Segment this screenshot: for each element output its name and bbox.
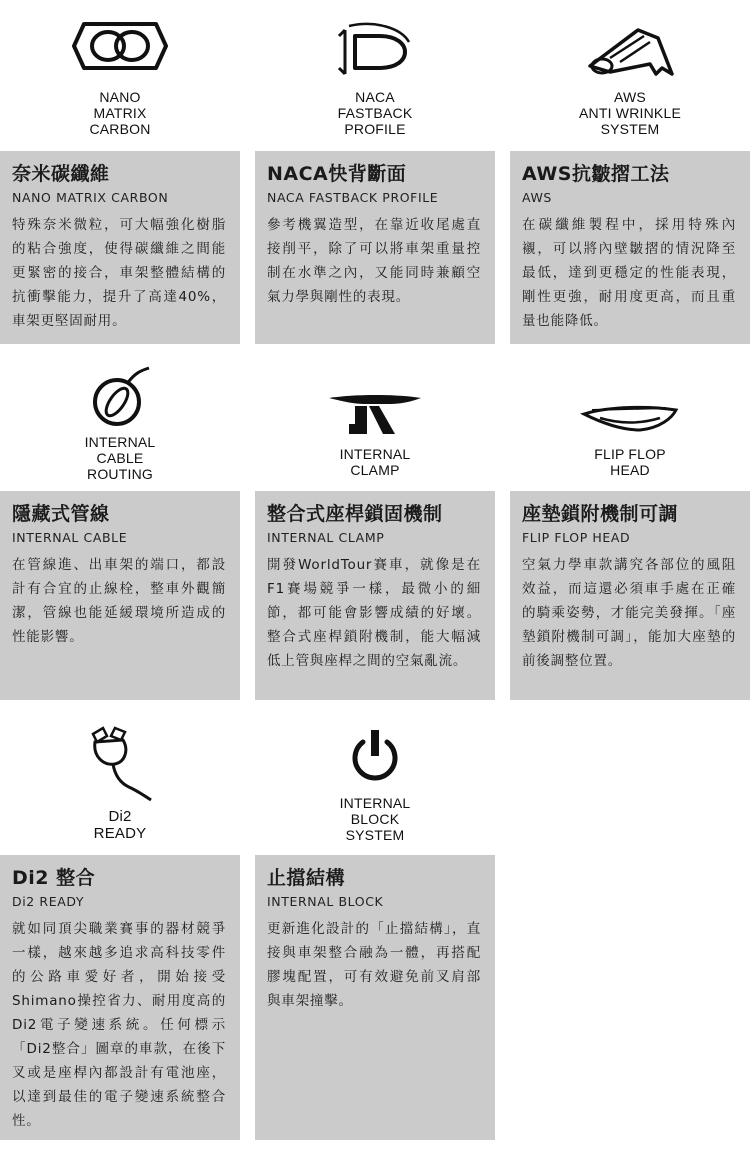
feature-caption: INTERNAL CLAMP — [339, 446, 411, 478]
feature-caption: NACA FASTBACK PROFILE — [337, 89, 413, 137]
feature-title: 止擋結構 — [267, 867, 346, 889]
feature-description-box — [510, 491, 750, 700]
feature-subtitle: INTERNAL BLOCK — [267, 894, 384, 909]
feature-body: 空氣力學車款講究各部位的風阻效益，而這還必須車手處在正確的騎乘姿勢，才能完美發揮。「座墊鎖附機制可調」，能加大座墊的前後調整位置。 — [522, 557, 736, 669]
tube-wrinkle-icon — [510, 22, 750, 80]
feature-caption: NANO MATRIX CARBON — [89, 89, 151, 137]
feature-title: Di2 整合 — [12, 867, 96, 889]
feature-subtitle: NACA FASTBACK PROFILE — [267, 190, 439, 205]
feature-caption: FLIP FLOP HEAD — [594, 446, 666, 478]
hexagon-chain-icon — [0, 18, 240, 74]
cable-routing-icon — [0, 366, 240, 430]
feature-description-box — [0, 855, 240, 1140]
feature-body: 更新進化設計的「止擋結構」，直接與車架整合融為一體，再搭配膠塊配置，可有效避免前叉肩部與車架撞擊。 — [267, 921, 481, 1009]
feature-caption: INTERNAL BLOCK SYSTEM — [339, 795, 411, 843]
flip-flop-head-icon — [510, 404, 750, 434]
feature-body: 在管線進、出車架的端口，都設計有合宜的止線栓，整車外觀簡潔，管線也能延緩環境所造成的性能影響。 — [12, 557, 226, 645]
feature-description-box — [0, 491, 240, 700]
seat-clamp-icon — [255, 392, 495, 438]
power-icon — [255, 728, 495, 784]
feature-body: 開發WorldTour賽車，就像是在F1賽場競爭一樣，最微小的細節，都可能會影響成績的好壞。整合式座桿鎖附機制，能大幅減低上管與座桿之間的空氣亂流。 — [267, 557, 481, 669]
feature-caption: AWS ANTI WRINKLE SYSTEM — [579, 89, 681, 137]
feature-body: 在碳纖維製程中，採用特殊內襯，可以將內壁皺摺的情況降至最低，達到更穩定的性能表現，剛性更強，耐用度更高，而且重量也能降低。 — [522, 217, 736, 329]
plug-icon — [0, 726, 240, 802]
feature-description-box — [510, 151, 750, 344]
feature-caption: Di2 READY — [93, 808, 147, 842]
feature-description-box — [255, 491, 495, 700]
feature-caption: INTERNAL CABLE ROUTING — [84, 434, 156, 482]
feature-subtitle: NANO MATRIX CARBON — [12, 190, 169, 205]
feature-title: 隱藏式管線 — [12, 503, 110, 525]
feature-title: 整合式座桿鎖固機制 — [267, 503, 443, 525]
feature-subtitle: INTERNAL CABLE — [12, 530, 128, 545]
feature-body: 特殊奈米微粒，可大幅強化樹脂的粘合強度，使得碳纖維之間能更緊密的接合，車架整體結構的抗衝擊能力，提升了高達40%，車架更堅固耐用。 — [12, 217, 226, 329]
feature-title: 座墊鎖附機制可調 — [522, 503, 679, 525]
feature-description-box — [255, 151, 495, 344]
feature-title: NACA快背斷面 — [267, 163, 407, 185]
feature-subtitle: AWS — [522, 190, 552, 205]
aero-profile-icon — [255, 22, 495, 82]
feature-subtitle: Di2 READY — [12, 894, 85, 909]
feature-title: 奈米碳纖維 — [12, 163, 110, 185]
feature-description-box — [0, 151, 240, 344]
feature-body: 參考機翼造型，在靠近收尾處直接削平，除了可以將車架重量控制在水準之內，又能同時兼顧空氣力學與剛性的表現。 — [267, 217, 481, 305]
feature-subtitle: FLIP FLOP HEAD — [522, 530, 631, 545]
feature-body: 就如同頂尖職業賽事的器材競爭一樣，越來越多追求高科技零件的公路車愛好者，開始接受Shimano操控省力、耐用度高的Di2電子變速系統。任何標示「Di2整合」圖章的車款，在後下叉或是座桿內都設計有電池座，以達到最佳的電子變速系統整合性。 — [12, 921, 226, 1129]
feature-subtitle: INTERNAL CLAMP — [267, 530, 385, 545]
feature-title: AWS抗皺摺工法 — [522, 163, 670, 185]
feature-description-box — [255, 855, 495, 1140]
